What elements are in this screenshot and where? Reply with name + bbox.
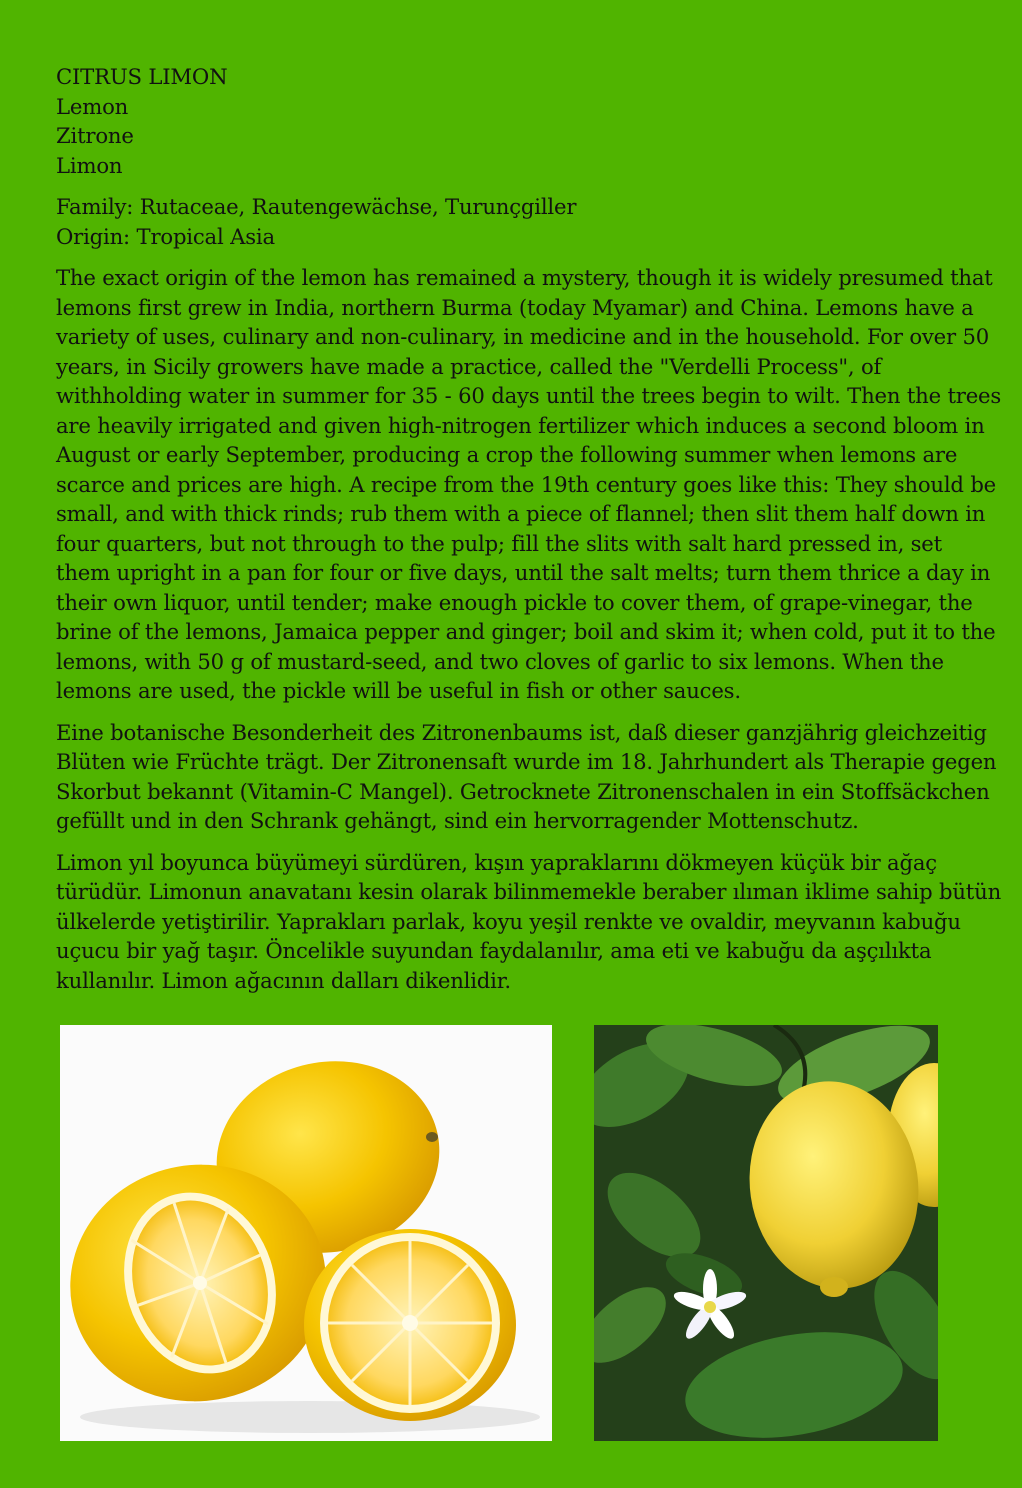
meta-block — [56, 192, 1002, 251]
title-block — [56, 62, 1002, 180]
paragraph-german: Eine botanische Besonderheit des Zitronenbaums ist, daß dieser ganzjährig gleichzeitig Blüten wie Früchte trägt. Der Zitronensaft wurde im 18. Jahrhundert als Therapie gegen Skorbut bekannt (Vitamin-C Mangel). Getrocknete Zitronenschalen in ein Stoffsäckchen gefüllt und in den Schrank gehängt, sind ein hervorragender Mottenschutz. — [56, 719, 997, 833]
name-turkish: Limon — [56, 152, 123, 178]
lemon-tree-photo — [594, 1025, 938, 1441]
name-english: Lemon — [56, 93, 129, 119]
name-german: Zitrone — [56, 123, 134, 148]
lemons-illustration — [60, 1025, 552, 1441]
lemon-tree-illustration — [594, 1025, 938, 1441]
paragraph-english: The exact origin of the lemon has remained a mystery, though it is widely presumed that lemons first grew in India, northern Burma (today Myamar) and China. Lemons have a variety of uses, culinary and non-culinary, in medicine and in the household. For over 50 years, in Sicily growers have made a practice, called the "Verdelli Process", of withholding water in summer for 35 - 60 days until the trees begin to wilt. Then the trees are heavily irrigated and given high-nitrogen fertilizer which induces a second bloom in August or early September, producing a crop the following summer when lemons are scarce and prices are high. A recipe from the 19th century goes like this: They should be small, and with thick rinds; rub them with a piece of flannel; then slit them half down in four quarters, but not through to the pulp; fill the slits with salt hard pressed in, set them upright in a pan for four or five days, until the salt melts; turn them thrice a day in their own liquor, until tender; make enough pickle to cover them, of grape-vinegar, the brine of the lemons, Jamaica pepper and ginger; boil and skim it; when cold, put it to the lemons, with 50 g of mustard-seed, and two cloves of garlic to six lemons. When the lemons are used, the pickle will be useful in fish or other sauces. — [56, 265, 1002, 703]
lemons-photo — [60, 1025, 552, 1441]
origin-line: Origin: Tropical Asia — [56, 223, 275, 249]
right-lemon-half — [304, 1229, 516, 1421]
page-content — [56, 62, 1002, 1007]
scientific-name: CITRUS LIMON — [56, 64, 228, 89]
paragraph-turkish: Limon yıl boyunca büyümeyi sürdüren, kışın yapraklarını dökmeyen küçük bir ağaç türüdür. Limonun anavatanı kesin olarak bilinmemekle beraber ılıman iklime sahip bütün ülkelerde yetiştirilir. Yaprakları parlak, koyu yeşil renkte ve ovaldir, meyvanın kabuğu uçucu bir yağ taşır. Öncelikle suyundan faydalanılır, ama eti ve kabuğu da aşçılıkta kullanılır. Limon ağacının dalları dikenlidir. — [56, 849, 1002, 993]
family-line: Family: Rutaceae, Rautengewächse, Turunçgiller — [56, 194, 577, 219]
